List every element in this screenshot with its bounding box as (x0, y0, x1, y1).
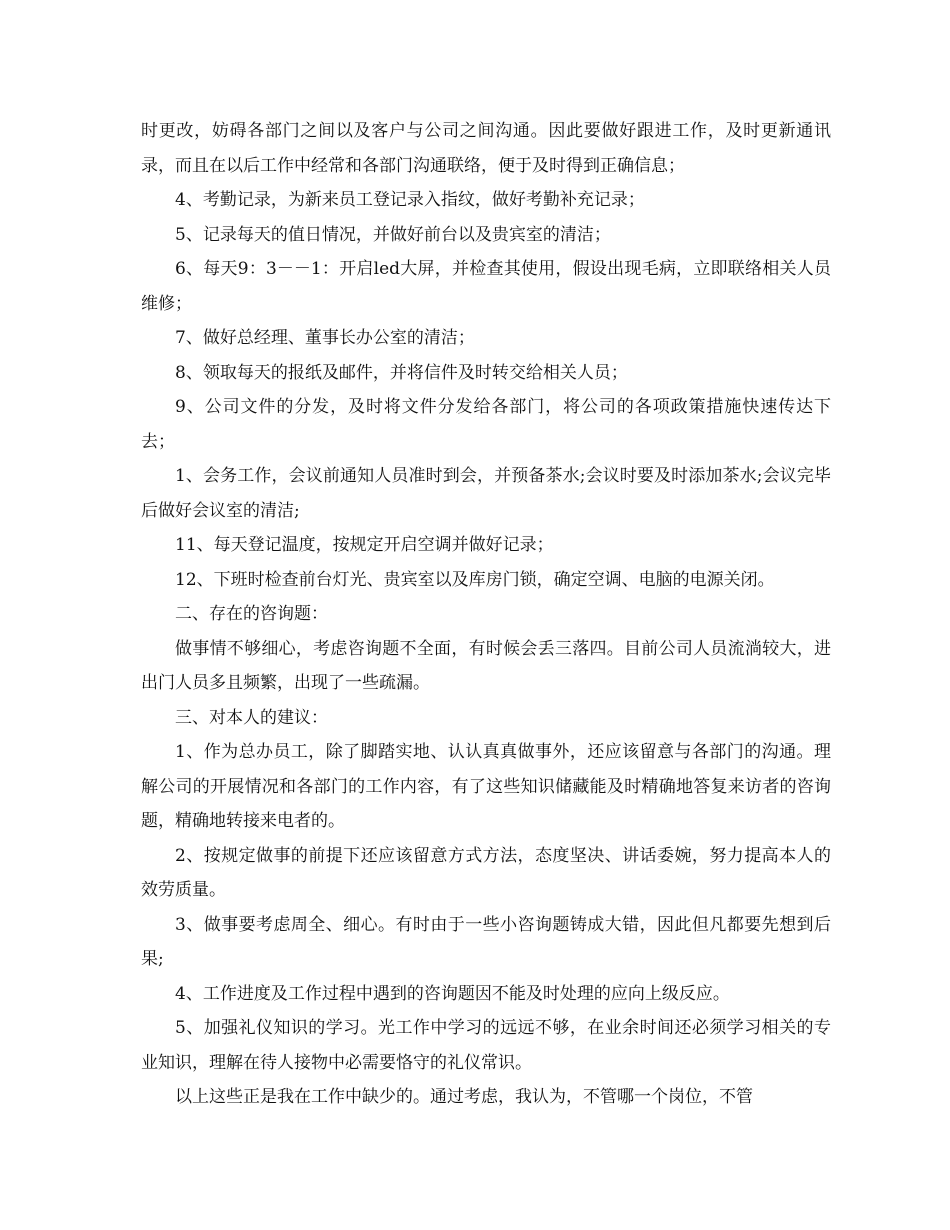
paragraph: 二、存在的咨询题： (175, 604, 328, 624)
paragraph: 3、做事要考虑周全、细心。有时由于一些小咨询题铸成大错，因此但凡都要先想到后果; (141, 914, 831, 969)
document-body (141, 114, 831, 1115)
paragraph: 三、对本人的建议： (175, 707, 328, 728)
paragraph: 2、按规定做事的前提下还应该留意方式方法，态度坚决、讲话委婉，努力提高本人的效劳质量。 (141, 845, 831, 900)
paragraph: 1、会务工作，会议前通知人员准时到会，并预备茶水;会议时要及时添加茶水;会议完毕后做好会议室的清洁; (141, 466, 831, 521)
paragraph: 6、每天9：3－－1：开启led大屏，并检查其使用，假设出现毛病，立即联络相关人员维修； (141, 259, 831, 314)
paragraph: 4、考勤记录，为新来员工登记录入指纹，做好考勤补充记录； (175, 190, 645, 210)
paragraph: 以上这些正是我在工作中缺少的。通过考虑，我认为，不管哪一个岗位，不管 (175, 1087, 753, 1107)
paragraph: 5、加强礼仪知识的学习。光工作中学习的远远不够，在业余时间还必须学习相关的专业知识，理解在待人接物中必需要恪守的礼仪常识。 (141, 1018, 831, 1073)
paragraph: 5、记录每天的值日情况，并做好前台以及贵宾室的清洁； (175, 224, 611, 245)
paragraph: 时更改，妨碍各部门之间以及客户与公司之间沟通。因此要做好跟进工作，及时更新通讯录，而且在以后工作中经常和各部门沟通联络，便于及时得到正确信息； (141, 121, 831, 176)
paragraph: 4、工作进度及工作过程中遇到的咨询题因不能及时处理的应向上级反应。 (175, 983, 730, 1004)
paragraph: 11、每天登记温度，按规定开启空调并做好记录； (175, 535, 554, 555)
paragraph: 7、做好总经理、董事长办公室的清洁； (175, 328, 475, 348)
paragraph: 9、公司文件的分发，及时将文件分发给各部门，将公司的各项政策措施快速传达下去； (141, 397, 831, 452)
paragraph: 8、领取每天的报纸及邮件，并将信件及时转交给相关人员； (175, 362, 628, 383)
paragraph: 12、下班时检查前台灯光、贵宾室以及库房门锁，确定空调、电脑的电源关闭。 (175, 569, 775, 590)
paragraph: 做事情不够细心，考虑咨询题不全面，有时候会丢三落四。目前公司人员流淌较大，进出门人员多且频繁，出现了一些疏漏。 (141, 638, 831, 693)
paragraph: 1、作为总办员工，除了脚踏实地、认认真真做事外，还应该留意与各部门的沟通。理解公司的开展情况和各部门的工作内容，有了这些知识储藏能及时精确地答复来访者的咨询题，精确地转接来电者的。 (141, 742, 831, 831)
